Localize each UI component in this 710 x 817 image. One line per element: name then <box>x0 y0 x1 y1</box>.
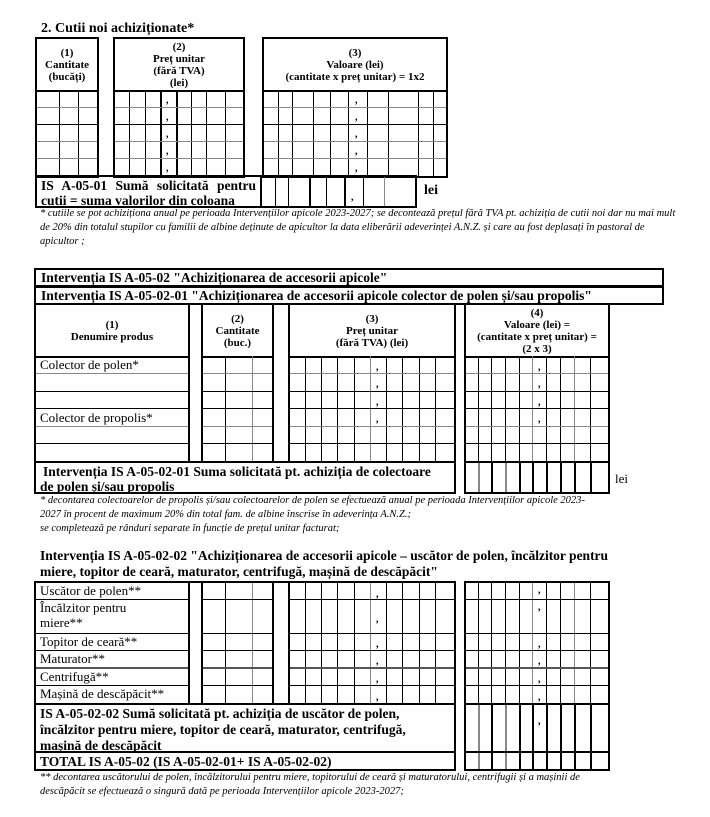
row-label-incalzitor: Încălzitor pentru miere** <box>40 600 127 630</box>
grid-valoare[interactable]: , , , , , <box>262 90 448 178</box>
grid-pret-unitar-2[interactable]: , , , , <box>288 356 456 463</box>
col-header-pret-unitar-2: (3) Preț unitar (fără TVA) (lei) <box>288 303 456 358</box>
grid-pret-unitar-3[interactable]: , , , , , , <box>288 581 456 705</box>
sum-input-uscator[interactable]: , <box>464 703 610 753</box>
total-label: TOTAL IS A-05-02 (IS A-05-02-01+ IS A-05-02-02) <box>34 751 456 771</box>
footnote-colectoare: * decontarea colectoarelor de propolis și/sau colectoarelor de polen se efectuează anual pe perioada Intervențiilor apicole 2023- 2027 în procent de maximum 20% din total fam. de albine înscrise în adeverința A.N.Z.; se completează pe rânduri separate în funcție de prețul unitar facturat; <box>40 495 585 534</box>
row-label-colector-polen: Colector de polen* <box>40 357 139 372</box>
col-header-cantitate: (1) Cantitate (bucăți) <box>35 37 99 92</box>
grid-denumire[interactable] <box>34 356 190 463</box>
row-label-maturator: Maturator** <box>40 651 105 666</box>
footnote-cutii: * cutiile se pot achiziționa anual pe perioada Intervențiilor apicole 2023-2027; se decontează prețul fără TVA pt. achiziția de cutii noi dar nu mai mult de 20% din totalul stupilor cu familii de albine deținute de apicultor la data eliberării adeverinței A.N.Z. și care au fost deplasați în pastoral de apicultor ; <box>40 208 676 247</box>
col-header-pret-unitar: (2) Preț unitar (fără TVA) (lei) <box>113 37 245 92</box>
col-header-cantitate-buc: (2) Cantitate (buc.) <box>201 303 274 358</box>
sum-label-uscator: IS A-05-02-02 Sumă solicitată pt. achiziția de uscător de polen, încălzitor pentru miere, topitor de ceară, maturator, centrifugă, mașină de descăpăcit <box>34 703 456 753</box>
unit-lei-2: lei <box>615 471 628 486</box>
grid-denumire-3[interactable] <box>34 581 190 705</box>
section-title-cutii: 2. Cutii noi achiziționate* <box>41 21 195 36</box>
row-label-uscator: Uscător de polen** <box>40 583 142 598</box>
grid-cantitate[interactable] <box>35 90 99 178</box>
col-header-valoare: (3) Valoare (lei) (cantitate x preț unitar) = 1x2 <box>262 37 448 92</box>
unit-lei: lei <box>424 183 438 198</box>
sum-label-colectoare: Intervenția IS A-05-02-01 Suma solicitată pt. achiziția de colectoare de polen și/sau propolis <box>34 461 456 494</box>
grid-valoare-2[interactable]: , , , , <box>464 356 610 463</box>
grid-cantitate-3[interactable] <box>201 581 274 705</box>
section-title-uscator: Intervenția IS A-05-02-02 "Achiziționarea de accesorii apicole – uscător de polen, încălzitor pentru miere, topitor de ceară, maturator, centrifugă, mașină de descăpăcit" <box>40 548 609 579</box>
footnote-uscator: ** decontarea uscătorului de polen, încălzitorului pentru miere, topitorului de ceară și maturatorului, centrifugii și a mașinii de descăpăcit se efectuează o singură dată pe perioada Intervențiilor apicole 2023-2027; <box>40 772 580 797</box>
row-label-masina: Mașină de descăpăcit** <box>40 686 165 701</box>
sum-label-cutii: IS A-05-01 Sumă solicitată pentru cutii = suma valorilor din coloana <box>35 175 262 208</box>
grid-pret-unitar[interactable]: , , , , , <box>113 90 245 178</box>
grid-valoare-3[interactable]: , , , , , , <box>464 581 610 705</box>
row-label-centrifuga: Centrifugă** <box>40 669 109 684</box>
col-header-denumire: (1) Denumire produs <box>34 303 190 358</box>
sum-input-colectoare[interactable] <box>464 461 610 494</box>
row-label-topitor: Topitor de ceară** <box>40 634 138 649</box>
row-label-colector-propolis: Colector de propolis* <box>40 410 153 425</box>
sum-input-cutii[interactable]: , <box>262 175 417 208</box>
total-input[interactable] <box>464 751 610 771</box>
grid-cantitate-2[interactable] <box>201 356 274 463</box>
section-title-accesorii: Intervenția IS A-05-02 "Achiziționarea de accesorii apicole" <box>34 268 664 287</box>
col-header-valoare-2: (4) Valoare (lei) = (cantitate x preț unitar) = (2 x 3) <box>464 303 610 358</box>
section-subtitle-colector: Intervenția IS A-05-02-01 "Achiziționarea de accesorii apicole colector de polen și/sau propolis" <box>34 286 664 305</box>
